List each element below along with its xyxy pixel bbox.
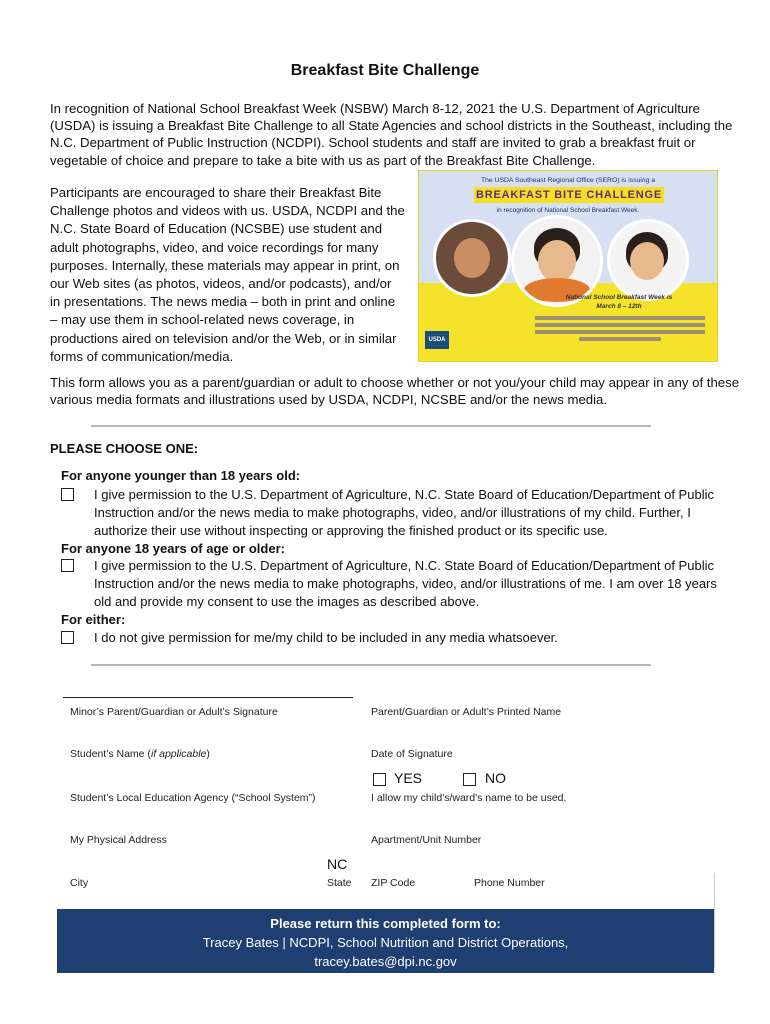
- form-note-paragraph: This form allows you as a parent/guardian or adult to choose whether or not you/your child may appear in any of these various media formats and illustrations used by USDA, NCDPI, NCSBE and/or the news media.: [50, 375, 740, 408]
- either-heading: For either:: [61, 612, 126, 627]
- footer-heading: Please return this completed form to:: [270, 916, 501, 931]
- participants-paragraph: Participants are encouraged to share their Breakfast Bite Challenge photos and videos with us. USDA, NCDPI and the N.C. State Board of Education (NCSBE) use student and adult photographs, video, and voice recordings for many purposes. Internally, these materials may appear in print, on our Web sites (as photos, videos, and/or podcasts), and/or in presentations. The news media – both in print and online – may use them in school-related news coverage, in productions aired on television and/or the Web, or in similar forms of communication/media.: [50, 185, 405, 364]
- face-shape: [630, 242, 664, 280]
- address-label: My Physical Address: [70, 834, 167, 846]
- signature-line[interactable]: [63, 697, 353, 698]
- flyer-week-title: National School Breakfast Week is: [565, 294, 673, 301]
- footer-contact: Tracey Bates | NCDPI, School Nutrition and District Operations,: [202, 935, 569, 950]
- flyer-week-dates: March 8 – 12th: [596, 303, 642, 310]
- apartment-label: Apartment/Unit Number: [371, 834, 482, 846]
- no-permission-checkbox[interactable]: [61, 631, 74, 644]
- challenge-flyer-image: [418, 170, 718, 362]
- page-title: Breakfast Bite Challenge: [290, 62, 480, 79]
- face-shape: [454, 238, 490, 278]
- adult-permission-text: I give permission to the U.S. Department of Agriculture, N.C. State Board of Education/Department of Public Instruction and/or the news media to make photographs, video, and/or illustrations of me. I am over 18 years old and provide my consent to use the images as described above.: [94, 558, 717, 609]
- no-checkbox[interactable]: [463, 773, 476, 786]
- photo-circle-left: [433, 219, 511, 297]
- return-footer: [57, 909, 714, 973]
- divider-bottom: [91, 664, 651, 666]
- intro-paragraph: In recognition of National School Breakfast Week (NSBW) March 8-12, 2021 the U.S. Department of Agriculture (USDA) is issuing a Breakfast Bite Challenge to all State Agencies and school districts in the Southeast, including the N.C. Department of Public Instruction (NCDPI). School students and staff are invited to grab a breakfast fruit or vegetable of choice and prepare to take a bite with us as part of the Breakfast Bite Challenge.: [50, 101, 733, 168]
- yes-label: YES: [394, 770, 423, 786]
- minor-permission-text: I give permission to the U.S. Department of Agriculture, N.C. State Board of Education/Department of Public Instruction and/or the news media to make photographs, video, and/or illustrations of my child. Further, I authorize their use without inspecting or approving the finished product or its specific use.: [94, 487, 714, 538]
- flyer-banner: BREAKFAST BITE CHALLENGE: [475, 189, 663, 201]
- state-value: NC: [327, 856, 348, 872]
- city-label: City: [70, 877, 89, 889]
- printed-name-label: Parent/Guardian or Adult’s Printed Name: [371, 706, 562, 718]
- divider-top: [91, 425, 651, 427]
- usda-logo: USDA: [425, 331, 449, 349]
- lea-label: Student’s Local Education Agency (“School System”): [70, 792, 316, 804]
- no-label: NO: [485, 770, 506, 786]
- date-label: Date of Signature: [371, 748, 453, 760]
- flyer-line3: in recognition of National School Breakfast Week.: [496, 207, 640, 214]
- phone-label: Phone Number: [474, 877, 545, 889]
- allow-name-label: I allow my child's/ward's name to be used.: [371, 792, 567, 804]
- form-edge-line: [714, 873, 715, 968]
- student-name-label: Student’s Name (if applicable): [70, 748, 210, 760]
- footer-email-link[interactable]: tracey.bates@dpi.nc.gov: [314, 954, 457, 969]
- flyer-fine-print: [529, 313, 711, 344]
- state-label: State: [327, 877, 352, 889]
- flyer-line1: The USDA Southeast Regional Office (SERO) is issuing a: [480, 177, 656, 184]
- adult-permission-checkbox[interactable]: [61, 559, 74, 572]
- yes-checkbox[interactable]: [373, 773, 386, 786]
- signature-label: Minor’s Parent/Guardian or Adult’s Signature: [70, 706, 278, 718]
- no-permission-text: I do not give permission for me/my child to be included in any media whatsoever.: [94, 630, 558, 645]
- face-shape: [538, 240, 576, 282]
- minor-heading: For anyone younger than 18 years old:: [61, 468, 301, 483]
- adult-heading: For anyone 18 years of age or older:: [61, 541, 285, 556]
- minor-permission-checkbox[interactable]: [61, 488, 74, 501]
- zip-label: ZIP Code: [371, 877, 416, 889]
- choose-heading: PLEASE CHOOSE ONE:: [50, 441, 199, 456]
- photo-circle-right: [607, 219, 689, 301]
- flyer-week: [529, 293, 709, 311]
